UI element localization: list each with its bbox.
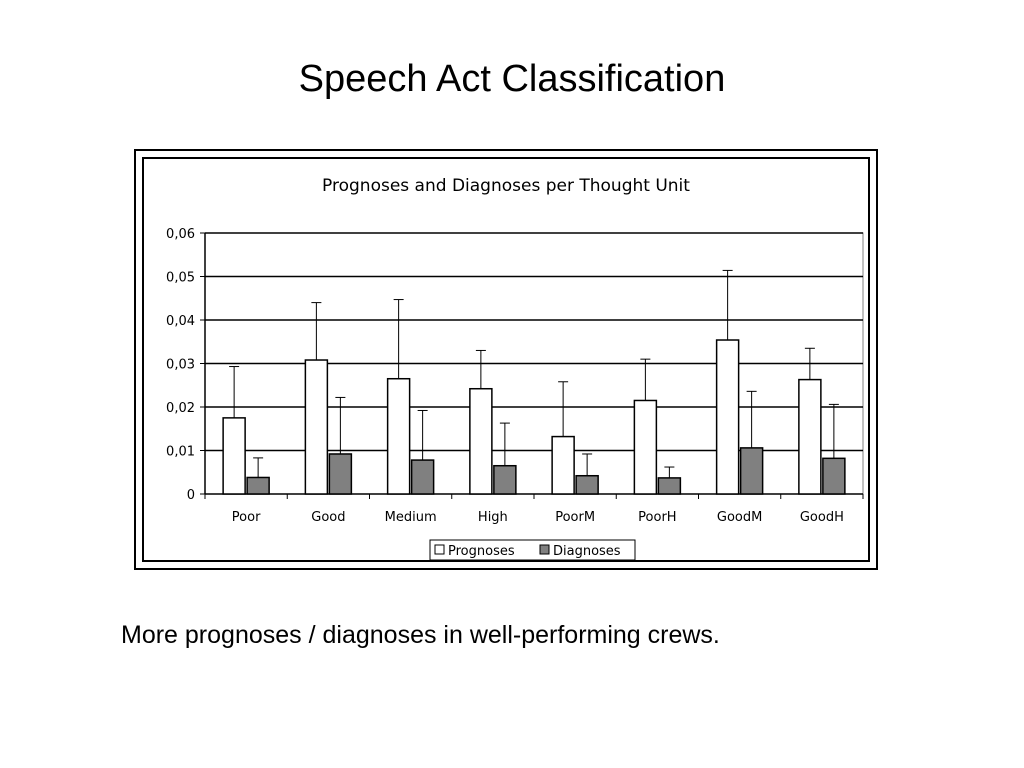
legend-label-prognoses: Prognoses [448, 544, 515, 559]
x-tick-label: Medium [384, 510, 437, 525]
slide-caption: More prognoses / diagnoses in well-performing crews. [121, 621, 720, 649]
legend-swatch-diagnoses [540, 545, 549, 554]
bar-diagnoses [412, 460, 434, 494]
chart-frame [134, 149, 878, 570]
x-tick-label: GoodM [716, 510, 763, 525]
x-tick-label: GoodH [799, 510, 844, 525]
y-tick-label: 0,01 [166, 444, 195, 460]
x-tick-label: Good [311, 510, 346, 525]
bar-diagnoses [658, 478, 680, 494]
bar-diagnoses [494, 466, 516, 494]
x-tick-label: PoorH [638, 510, 677, 525]
bar-prognoses [552, 437, 574, 494]
bar-diagnoses [823, 458, 845, 494]
bar-prognoses [799, 380, 821, 494]
bar-diagnoses [247, 477, 269, 494]
x-tick-label: PoorM [555, 510, 596, 525]
y-tick-label: 0,04 [166, 314, 195, 329]
bar-prognoses [717, 340, 739, 494]
bar-prognoses [470, 389, 492, 494]
bar-prognoses [223, 418, 245, 494]
x-tick-label: High [477, 510, 508, 525]
bar-diagnoses [329, 454, 351, 494]
bar-prognoses [634, 400, 656, 494]
legend-label-diagnoses: Diagnoses [553, 544, 621, 559]
y-tick-label: 0,05 [166, 270, 195, 286]
y-tick-label: 0,06 [166, 227, 195, 242]
bar-prognoses [388, 379, 410, 494]
y-tick-label: 0,03 [166, 357, 195, 373]
legend-swatch-prognoses [435, 545, 444, 554]
chart-title: Prognoses and Diagnoses per Thought Unit [322, 176, 690, 196]
slide-title: Speech Act Classification [298, 58, 726, 100]
bar-prognoses [305, 360, 327, 494]
y-tick-label: 0,02 [166, 401, 195, 416]
bar-diagnoses [576, 476, 598, 494]
x-tick-label: Poor [231, 510, 261, 525]
bar-chart [136, 151, 876, 568]
y-tick-label: 0 [186, 488, 195, 503]
bar-diagnoses [741, 448, 763, 494]
